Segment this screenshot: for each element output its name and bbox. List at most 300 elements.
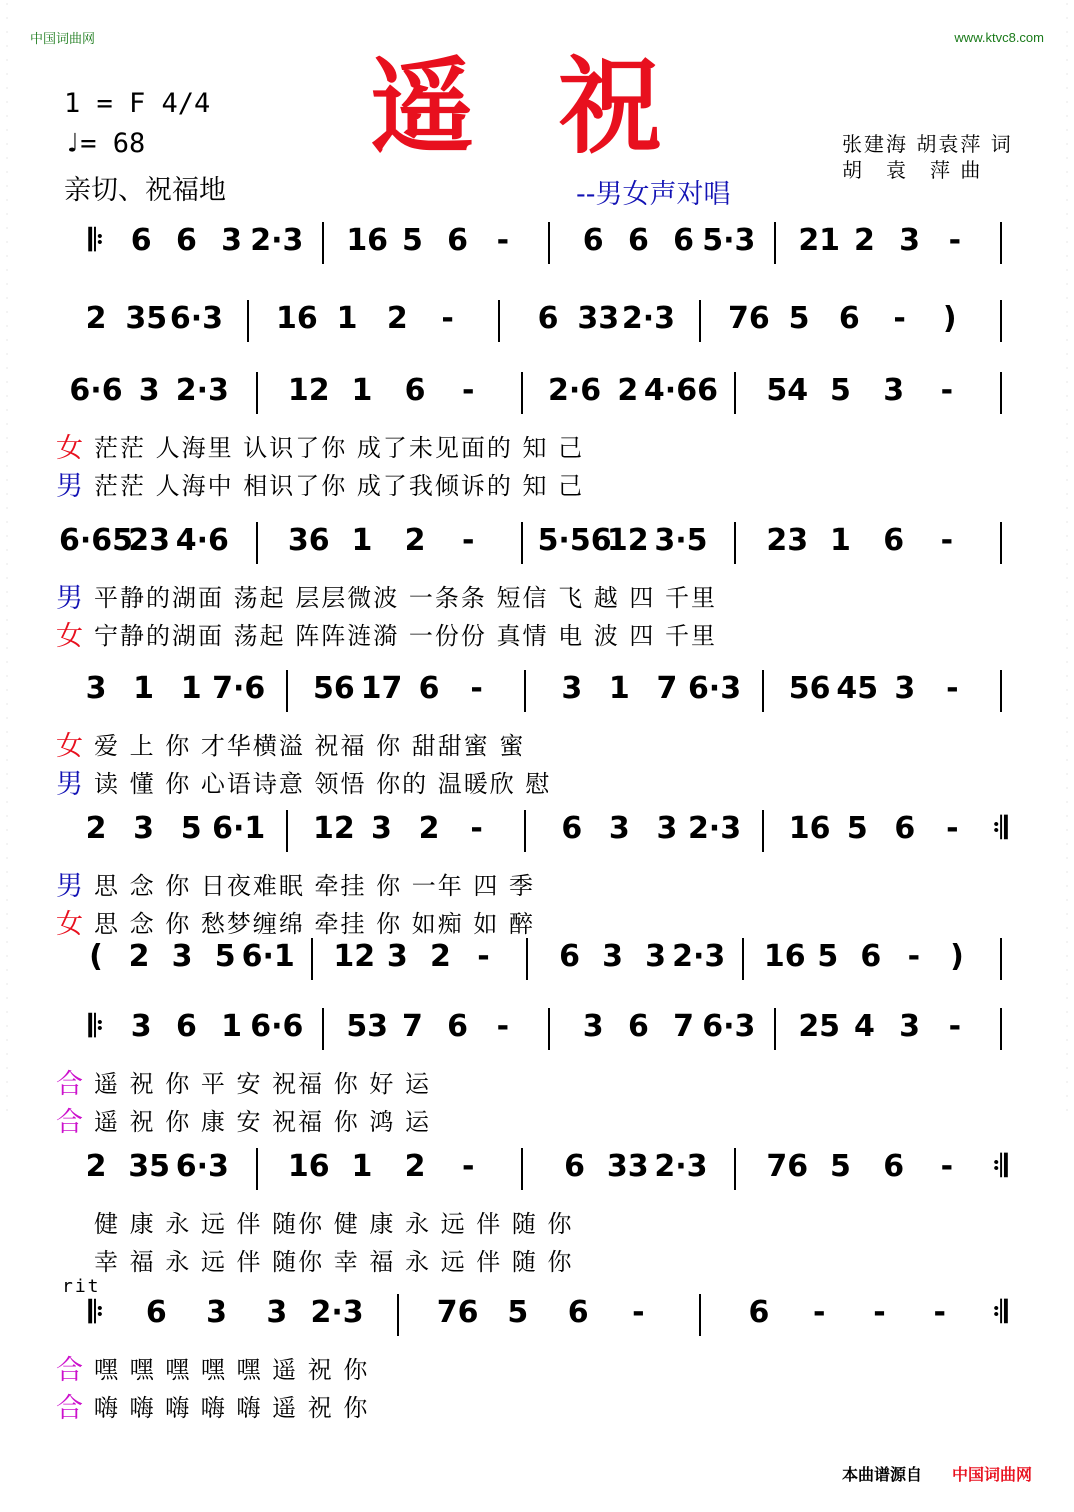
- notes-line: [0, 1004, 1074, 1058]
- note: 6: [130, 223, 152, 258]
- note: -: [441, 301, 454, 336]
- watermark-glyph: ·: [1065, 840, 1069, 849]
- watermark-glyph: ·: [5, 378, 9, 387]
- notes-line: [0, 1290, 1074, 1344]
- watermark-glyph: ·: [5, 476, 9, 485]
- note: 2·3: [654, 1149, 708, 1184]
- note: 35: [128, 1149, 171, 1184]
- note: 12: [333, 939, 376, 974]
- watermark-glyph: ·: [5, 126, 9, 135]
- watermark-glyph: ·: [5, 994, 9, 1003]
- watermark-glyph: ·: [5, 42, 9, 51]
- note: 𝄇: [992, 811, 1008, 846]
- watermark-glyph: ·: [1065, 70, 1069, 79]
- note: (: [89, 939, 103, 974]
- voice-label: 男: [56, 471, 83, 502]
- site-url-right: www.ktvc8.com: [954, 30, 1044, 45]
- watermark-glyph: ·: [5, 1106, 9, 1115]
- watermark-glyph: ·: [1065, 714, 1069, 723]
- note: 6: [447, 1009, 469, 1044]
- lyric-text: 幸 福 永 远 伴 随你 幸 福 永 远 伴 随 你: [94, 1248, 574, 1276]
- watermark-glyph: ·: [1065, 798, 1069, 807]
- key-signature: 1 = F 4/4: [64, 88, 211, 119]
- watermark-glyph: ·: [1065, 700, 1069, 709]
- watermark-glyph: ·: [5, 1008, 9, 1017]
- watermark-glyph: ·: [5, 588, 9, 597]
- watermark-glyph: ·: [5, 868, 9, 877]
- note: -: [940, 523, 954, 558]
- watermark-glyph: ·: [1065, 224, 1069, 233]
- watermark-glyph: ·: [1065, 14, 1069, 23]
- watermark-glyph: ·: [5, 560, 9, 569]
- note: 3: [171, 939, 193, 974]
- note: 33: [606, 1149, 649, 1184]
- note: 2: [617, 373, 639, 408]
- note: 3·5: [654, 523, 708, 558]
- bar-line: [397, 1294, 399, 1336]
- note: 5: [846, 811, 868, 846]
- bar-line: [699, 1294, 701, 1336]
- note: 7: [673, 1009, 695, 1044]
- watermark-glyph: ·: [1065, 0, 1069, 9]
- note: 35: [125, 301, 168, 336]
- watermark-glyph: ·: [1065, 742, 1069, 751]
- lyric-text: 思 念 你 日夜难眠 牵挂 你 一年 四 季: [94, 872, 536, 900]
- note: 6: [564, 1149, 586, 1184]
- watermark-glyph: ·: [5, 574, 9, 583]
- watermark-glyph: ·: [1065, 686, 1069, 695]
- bar-line: [1000, 300, 1002, 342]
- bar-line: [1000, 670, 1002, 712]
- note: 2·3: [672, 939, 726, 974]
- note: 7: [656, 671, 678, 706]
- bar-line: [311, 938, 313, 980]
- watermark-glyph: ·: [1065, 364, 1069, 373]
- note: 6: [175, 1009, 197, 1044]
- note: 2·3: [687, 811, 742, 846]
- watermark-glyph: ·: [5, 784, 9, 793]
- bar-line: [1000, 222, 1002, 264]
- bar-line: [256, 1148, 258, 1190]
- watermark-glyph: ·: [1065, 994, 1069, 1003]
- note: 6·1: [241, 939, 295, 974]
- watermark-glyph: ·: [1065, 658, 1069, 667]
- note: 3: [266, 1295, 288, 1330]
- bar-line: [548, 1008, 550, 1050]
- watermark-glyph: ·: [5, 406, 9, 415]
- watermark-glyph: ·: [1065, 756, 1069, 765]
- watermark-glyph: ·: [1065, 462, 1069, 471]
- lyric-line: [0, 762, 1074, 798]
- lyric-text: 平静的湖面 荡起 层层微波 一条条 短信 飞 越 四 千里: [94, 584, 718, 612]
- note: 2: [128, 939, 150, 974]
- watermark-glyph: ·: [1065, 896, 1069, 905]
- watermark-glyph: ·: [5, 280, 9, 289]
- note: -: [470, 671, 483, 706]
- note: 4·6: [175, 523, 229, 558]
- watermark-glyph: ·: [5, 742, 9, 751]
- note: 56: [313, 671, 355, 706]
- watermark-glyph: ·: [1065, 252, 1069, 261]
- lyric-text: 思 念 你 愁梦缠绵 牵挂 你 如痴 如 醉: [94, 910, 536, 938]
- note: 3: [133, 811, 155, 846]
- note: 6: [883, 523, 905, 558]
- note: 6: [447, 223, 469, 258]
- note: 5: [180, 811, 202, 846]
- watermark-glyph: ·: [1065, 1036, 1069, 1045]
- note: 25: [798, 1009, 841, 1044]
- note: 6: [860, 939, 882, 974]
- note: 5: [401, 223, 423, 258]
- note: 2: [386, 301, 408, 336]
- note: -: [496, 1009, 510, 1044]
- bar-line: [286, 670, 288, 712]
- watermark-glyph: ·: [1065, 728, 1069, 737]
- note: 76: [436, 1295, 479, 1330]
- bar-line: [734, 1148, 736, 1190]
- watermark-glyph: ·: [1065, 630, 1069, 639]
- tempo-marking: ♩= 68: [64, 128, 146, 159]
- note: 16: [276, 301, 318, 336]
- watermark-glyph: ·: [1065, 1064, 1069, 1073]
- bar-line: [1000, 522, 1002, 564]
- bar-line: [247, 300, 249, 342]
- lyric-line: [0, 576, 1074, 612]
- note: 54: [766, 373, 809, 408]
- note: 2: [853, 223, 875, 258]
- watermark-glyph: ·: [5, 448, 9, 457]
- song-subtitle: --男女声对唱: [576, 179, 731, 210]
- note: -: [933, 1295, 946, 1330]
- note: 16: [346, 223, 389, 258]
- note: -: [462, 1149, 475, 1184]
- bar-line: [762, 670, 764, 712]
- note: 16: [287, 1149, 330, 1184]
- note: 21: [798, 223, 841, 258]
- watermark-glyph: ·: [5, 1078, 9, 1087]
- watermark-glyph: ·: [1065, 392, 1069, 401]
- watermark-glyph: ·: [5, 826, 9, 835]
- note: 𝄆: [88, 1009, 104, 1044]
- watermark-glyph: ·: [5, 70, 9, 79]
- watermark-glyph: ·: [1065, 308, 1069, 317]
- note: 76: [728, 301, 770, 336]
- watermark-glyph: ·: [5, 700, 9, 709]
- note: 33: [577, 301, 620, 336]
- watermark-glyph: ·: [1065, 616, 1069, 625]
- note: 5: [817, 939, 839, 974]
- lyric-line: [0, 614, 1074, 650]
- note: 3: [371, 811, 392, 846]
- note: 2: [404, 523, 426, 558]
- watermark-glyph: ·: [5, 182, 9, 191]
- note: 1: [180, 671, 202, 706]
- watermark-glyph: ·: [1065, 672, 1069, 681]
- note: 56: [788, 671, 831, 706]
- watermark-glyph: ·: [5, 224, 9, 233]
- notes-line: [0, 518, 1074, 572]
- note: 3: [883, 373, 905, 408]
- footer-source-site: 中国词曲网: [952, 1465, 1033, 1484]
- note: 6: [627, 1009, 649, 1044]
- voice-label: 女: [56, 909, 83, 940]
- watermark-glyph: ·: [5, 1022, 9, 1031]
- note: 5: [830, 373, 851, 408]
- lyric-line: [0, 902, 1074, 938]
- note: 2·3: [175, 373, 229, 408]
- note: 𝄆: [88, 223, 104, 258]
- note: 6: [567, 1295, 589, 1330]
- watermark-glyph: ·: [1065, 238, 1069, 247]
- watermark-glyph: ·: [5, 798, 9, 807]
- watermark-glyph: ·: [5, 490, 9, 499]
- watermark-glyph: ·: [5, 1064, 9, 1073]
- watermark-glyph: ·: [1065, 574, 1069, 583]
- lyric-text: 遥 祝 你 康 安 祝福 你 鸿 运: [94, 1108, 432, 1136]
- composer-credit: 胡 袁 萍 曲: [842, 158, 983, 182]
- note: 6: [838, 301, 860, 336]
- lyric-line: [0, 426, 1074, 462]
- watermark-glyph: ·: [1065, 406, 1069, 415]
- note: 6: [145, 1295, 167, 1330]
- watermark-glyph: ·: [1065, 378, 1069, 387]
- note: 2: [418, 811, 440, 846]
- bar-line: [1000, 938, 1002, 980]
- bar-line: [774, 1008, 776, 1050]
- bar-line: [286, 810, 288, 852]
- watermark-glyph: ·: [5, 658, 9, 667]
- watermark-glyph: ·: [5, 210, 9, 219]
- note: -: [462, 523, 475, 558]
- watermark-glyph: ·: [1065, 882, 1069, 891]
- watermark-glyph: ·: [1065, 1078, 1069, 1087]
- note: -: [948, 1009, 962, 1044]
- watermark-glyph: ·: [1065, 56, 1069, 65]
- watermark-glyph: ·: [5, 462, 9, 471]
- note: 1: [133, 671, 155, 706]
- note: 6·1: [212, 811, 266, 846]
- watermark-glyph: ·: [1065, 1106, 1069, 1115]
- lyric-text: 宁静的湖面 荡起 阵阵涟漪 一份份 真情 电 波 四 千里: [94, 622, 718, 650]
- note: -: [940, 373, 954, 408]
- lyric-line: [0, 724, 1074, 760]
- note: 6: [883, 1149, 905, 1184]
- lyric-line: [0, 1202, 1074, 1238]
- watermark-glyph: ·: [1065, 952, 1069, 961]
- note: 4: [853, 1009, 875, 1044]
- watermark-glyph: ·: [1065, 812, 1069, 821]
- watermark-glyph: ·: [1065, 154, 1069, 163]
- watermark-glyph: ·: [5, 966, 9, 975]
- note: 6·3: [687, 671, 742, 706]
- watermark-glyph: ·: [1065, 294, 1069, 303]
- note: 1: [351, 523, 373, 558]
- watermark-glyph: ·: [5, 154, 9, 163]
- watermark-glyph: ·: [5, 294, 9, 303]
- notes-line: [0, 296, 1074, 350]
- watermark-glyph: ·: [5, 392, 9, 401]
- note: 12: [287, 373, 330, 408]
- watermark-glyph: ·: [5, 434, 9, 443]
- watermark-glyph: ·: [1065, 924, 1069, 933]
- watermark-glyph: ·: [5, 1036, 9, 1045]
- bar-line: [1000, 372, 1002, 414]
- note: 3: [582, 1009, 604, 1044]
- note: 6: [559, 939, 580, 974]
- watermark-glyph: ·: [1065, 784, 1069, 793]
- note: 5·56: [537, 523, 612, 558]
- note: 3: [656, 811, 678, 846]
- note: 6: [748, 1295, 770, 1330]
- watermark-glyph: ·: [5, 882, 9, 891]
- voice-label: 合: [56, 1355, 83, 1386]
- voice-label: 男: [56, 583, 83, 614]
- watermark-glyph: ·: [5, 322, 9, 331]
- watermark-glyph: ·: [5, 910, 9, 919]
- bar-line: [256, 372, 258, 414]
- lyric-line: [0, 1240, 1074, 1276]
- watermark-glyph: ·: [1065, 280, 1069, 289]
- lyric-text: 爱 上 你 才华横溢 祝福 你 甜甜蜜 蜜: [94, 732, 526, 760]
- watermark-glyph: ·: [1065, 168, 1069, 177]
- notes-line: [0, 218, 1074, 272]
- note: 6·3: [169, 301, 224, 336]
- watermark-glyph: ·: [1065, 532, 1069, 541]
- note: 1: [351, 373, 373, 408]
- watermark-glyph: ·: [5, 168, 9, 177]
- bar-line: [256, 522, 258, 564]
- note: 2: [85, 1149, 107, 1184]
- watermark-glyph: ·: [5, 518, 9, 527]
- note: 2: [85, 811, 107, 846]
- note: 3: [206, 1295, 227, 1330]
- lyric-text: 遥 祝 你 平 安 祝福 你 好 运: [94, 1070, 432, 1098]
- watermark-glyph: ·: [5, 238, 9, 247]
- note: -: [496, 223, 510, 258]
- note: 𝄆: [88, 1295, 104, 1330]
- note: 1: [608, 671, 630, 706]
- watermark-glyph: ·: [1065, 434, 1069, 443]
- song-title: 遥祝: [370, 46, 747, 168]
- watermark-glyph: ·: [1065, 504, 1069, 513]
- note: 1: [336, 301, 358, 336]
- note: -: [948, 223, 962, 258]
- watermark-glyph: ·: [5, 546, 9, 555]
- watermark-glyph: ·: [5, 308, 9, 317]
- watermark-glyph: ·: [1065, 1008, 1069, 1017]
- note: 𝄇: [992, 1295, 1008, 1330]
- watermark-glyph: ·: [1065, 560, 1069, 569]
- voice-label: 女: [56, 433, 83, 464]
- notes-line: [0, 934, 1074, 988]
- watermark-glyph: ·: [5, 686, 9, 695]
- bar-line: [524, 810, 526, 852]
- watermark-glyph: ·: [1065, 826, 1069, 835]
- note: -: [940, 1149, 954, 1184]
- note: 6·6: [69, 373, 123, 408]
- note: 6·3: [702, 1009, 756, 1044]
- note: -: [907, 939, 921, 974]
- note: 3: [130, 1009, 152, 1044]
- watermark-glyph: ·: [5, 644, 9, 653]
- note: 36: [287, 523, 330, 558]
- notes-line: [0, 368, 1074, 422]
- note: 6: [175, 223, 197, 258]
- watermark-glyph: ·: [1065, 1092, 1069, 1101]
- note: 12: [313, 811, 355, 846]
- note: 7: [401, 1009, 423, 1044]
- watermark-glyph: ·: [5, 770, 9, 779]
- bar-line: [734, 372, 736, 414]
- voice-label: 女: [56, 731, 83, 762]
- lyric-text: 健 康 永 远 伴 随你 健 康 永 远 伴 随 你: [94, 1210, 574, 1238]
- note: 6: [673, 223, 695, 258]
- bar-line: [322, 1008, 324, 1050]
- watermark-glyph: ·: [1065, 126, 1069, 135]
- note: -: [470, 811, 483, 846]
- note: 5: [507, 1295, 529, 1330]
- note: -: [946, 671, 959, 706]
- watermark-glyph: ·: [5, 56, 9, 65]
- watermark-glyph: ·: [5, 854, 9, 863]
- watermark-glyph: ·: [5, 756, 9, 765]
- note: 3: [645, 939, 667, 974]
- watermark-glyph: ·: [5, 140, 9, 149]
- note: 3: [608, 811, 630, 846]
- watermark-glyph: ·: [1065, 490, 1069, 499]
- note: 6·3: [175, 1149, 229, 1184]
- note: 6: [627, 223, 649, 258]
- note: 6: [582, 223, 604, 258]
- bar-line: [548, 222, 550, 264]
- watermark-glyph: ·: [5, 812, 9, 821]
- watermark-glyph: ·: [1065, 980, 1069, 989]
- note: 6: [404, 373, 426, 408]
- bar-line: [521, 1148, 523, 1190]
- note: 76: [766, 1149, 809, 1184]
- note: 16: [763, 939, 806, 974]
- lyric-text: 嘿 嘿 嘿 嘿 嘿 遥 祝 你: [94, 1356, 370, 1384]
- note: 3: [602, 939, 623, 974]
- note: 3: [386, 939, 408, 974]
- watermark-glyph: ·: [5, 14, 9, 23]
- watermark-glyph: ·: [1065, 644, 1069, 653]
- note: 4·66: [643, 373, 718, 408]
- watermark-glyph: ·: [5, 112, 9, 121]
- note: 6·65: [58, 523, 134, 558]
- watermark-glyph: ·: [1065, 938, 1069, 947]
- watermark-glyph: ·: [5, 336, 9, 345]
- voice-label: 合: [56, 1107, 83, 1138]
- watermark-glyph: ·: [5, 840, 9, 849]
- note: ): [942, 301, 957, 336]
- note: 3: [561, 671, 583, 706]
- note: 5: [830, 1149, 851, 1184]
- note: 2: [404, 1149, 426, 1184]
- voice-label: 合: [56, 1069, 83, 1100]
- watermark-glyph: ·: [1065, 98, 1069, 107]
- lyric-line: [0, 1062, 1074, 1098]
- watermark-glyph: ·: [5, 266, 9, 275]
- watermark-glyph: ·: [5, 98, 9, 107]
- note: 3: [85, 671, 107, 706]
- watermark-glyph: ·: [1065, 182, 1069, 191]
- watermark-glyph: ·: [1065, 910, 1069, 919]
- lyric-line: [0, 1386, 1074, 1422]
- watermark-glyph: ·: [5, 532, 9, 541]
- note: -: [462, 373, 475, 408]
- watermark-glyph: ·: [5, 0, 9, 9]
